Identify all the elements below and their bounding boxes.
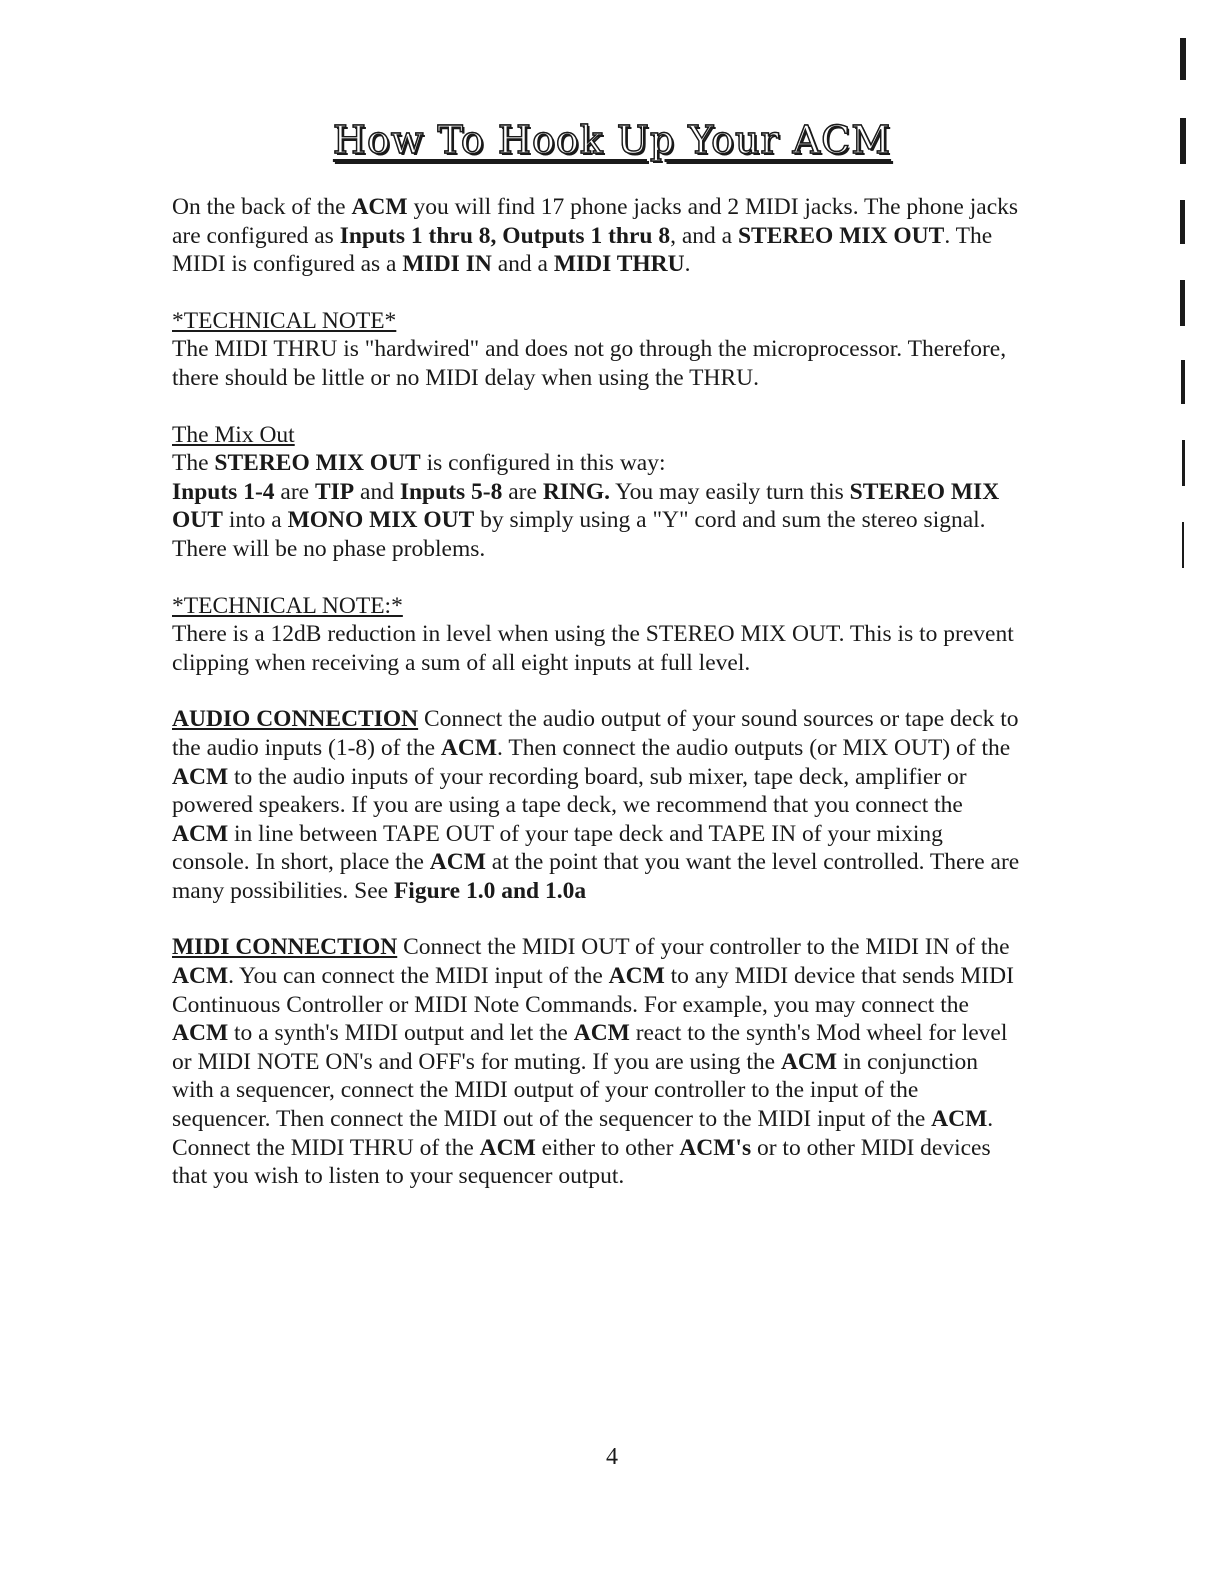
body-text — [172, 193, 1022, 1191]
page-title: How To Hook Up Your ACM — [332, 118, 892, 162]
intro-paragraph: On the back of the ACM you will find 17 phone jacks and 2 MIDI jacks. The phone jacks are configured as Inputs 1 thru 8, Outputs 1 thru 8, and a STEREO MIX OUT. The MIDI is configured as a MIDI IN and a MIDI THRU. — [172, 194, 1019, 278]
mix-out-line: The STEREO MIX OUT is configured in this way: — [172, 450, 666, 477]
binding-mark — [1180, 38, 1186, 80]
midi-connection-paragraph: MIDI CONNECTION Connect the MIDI OUT of your controller to the MIDI IN of the ACM. You can connect the MIDI input of the ACM to any MIDI device that sends MIDI Continuous Controller or MIDI Note Commands. For example, you may connect the ACM to a synth's MIDI output and let the ACM react to the synth's Mod wheel for level or MIDI NOTE ON's and OFF's for muting. If you are using the ACM in conjunction with a sequencer, connect the MIDI output of your controller to the input of the sequencer. Then connect the MIDI out of the sequencer to the MIDI input of the ACM. Connect the MIDI THRU of the ACM either to other ACM's or to other MIDI devices that you wish to listen to your sequencer output. — [172, 934, 1014, 1190]
binding-mark — [1180, 280, 1185, 326]
mix-out-heading: The Mix Out — [172, 421, 295, 448]
technical-note-text: The MIDI THRU is "hardwired" and does not go through the microprocessor. Therefore, there should be little or no MIDI delay when using the THRU. — [172, 336, 1007, 391]
binding-mark — [1180, 200, 1185, 244]
midi-connection-heading: MIDI CONNECTION — [172, 934, 398, 961]
technical-note-heading: *TECHNICAL NOTE* — [172, 307, 397, 334]
technical-note-2-heading: *TECHNICAL NOTE:* — [172, 592, 403, 619]
audio-connection-heading: AUDIO CONNECTION — [172, 706, 419, 733]
technical-note-2-text: There is a 12dB reduction in level when using the STEREO MIX OUT. This is to prevent clipping when receiving a sum of all eight inputs at full level. — [172, 621, 1014, 676]
audio-connection-paragraph: AUDIO CONNECTION Connect the audio output of your sound sources or tape deck to the audio inputs (1-8) of the ACM. Then connect the audio outputs (or MIX OUT) of the ACM to the audio inputs of your recording board, sub mixer, tape deck, amplifier or powered speakers. If you are using a tape deck, we recommend that you connect the ACM in line between TAPE OUT of your tape deck and TAPE IN of your mixing console. In short, place the ACM at the point that you want the level controlled. There are many possibilities. See Figure 1.0 and 1.0a — [172, 706, 1020, 904]
mix-out-paragraph: Inputs 1-4 are TIP and Inputs 5-8 are RING. You may easily turn this STEREO MIX OUT into a MONO MIX OUT by simply using a "Y" cord and sum the stereo signal. There will be no phase problems. — [172, 478, 1000, 562]
binding-mark — [1182, 440, 1185, 486]
page-number: 4 — [606, 1444, 618, 1470]
binding-mark — [1181, 360, 1185, 404]
binding-mark — [1180, 118, 1186, 164]
binding-mark — [1182, 522, 1184, 568]
